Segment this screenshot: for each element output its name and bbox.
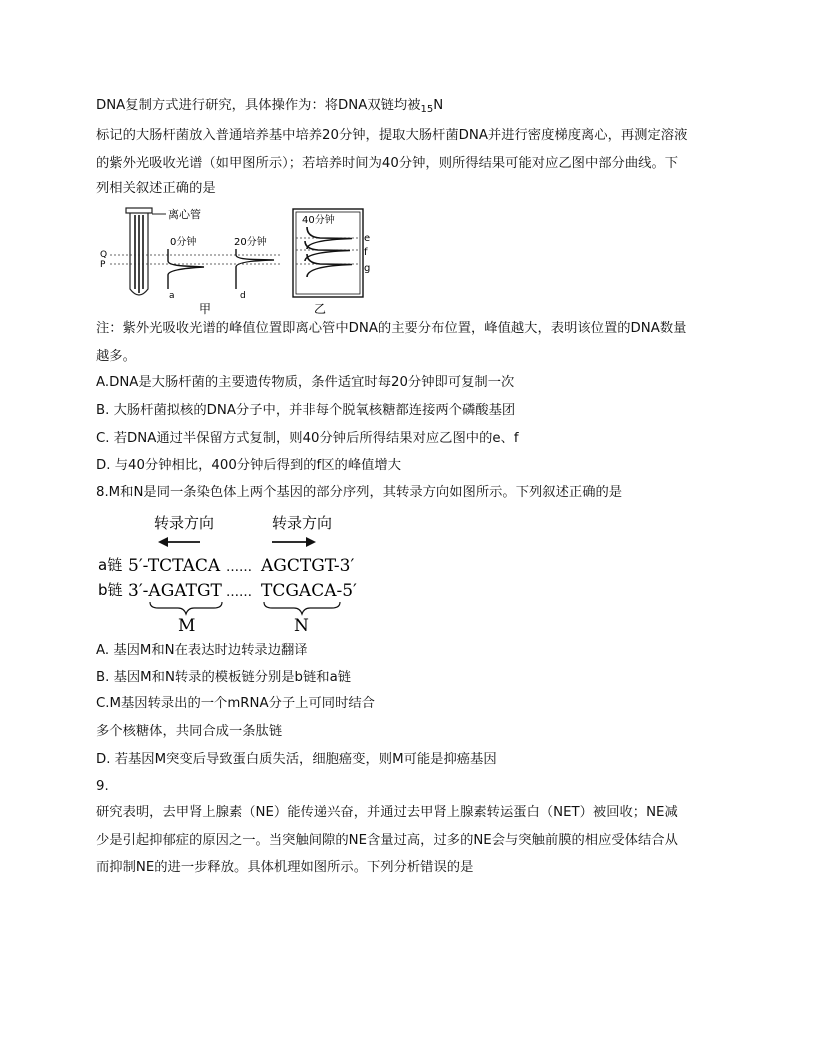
strand-b-left-seq: 3′-AGATGT <box>128 581 222 601</box>
transcription-direction-left: 转录方向 <box>154 514 215 532</box>
q7-note-line-1: 注：紫外光吸收光谱的峰值位置即离心管中DNA的主要分布位置，峰值越大，表明该位置的DNA数量 <box>96 321 687 336</box>
strand-a-dots: …… <box>226 560 252 575</box>
curve-d-label: d <box>240 291 246 301</box>
position-q-label: Q <box>100 250 108 260</box>
q7-option-c: C. 若DNA通过半保留方式复制，则40分钟后所得结果对应乙图中的e、f <box>96 431 519 446</box>
twenty-min-label: 20分钟 <box>234 237 267 248</box>
q8-option-c-line-1: C.M基因转录出的一个mRNA分子上可同时结合 <box>96 696 375 711</box>
strand-b-label: b链 <box>98 581 123 599</box>
position-p-label: P <box>100 260 106 270</box>
q9-line-1: 研究表明，去甲肾上腺素（NE）能传递兴奋，并通过去甲肾上腺素转运蛋白（NET）被回收；NE减 <box>96 805 678 820</box>
q7-line-4: 列相关叙述正确的是 <box>96 181 216 196</box>
q9-line-3: 而抑制NE的进一步释放。具体机理如图所示。下列分析错误的是 <box>96 860 474 875</box>
arrow-left-icon <box>158 537 200 547</box>
q9-number: 9. <box>96 779 109 794</box>
isotope-symbol: N <box>433 98 444 113</box>
q8-sequence-figure <box>96 510 366 635</box>
transcription-direction-right: 转录方向 <box>272 514 333 532</box>
q8-option-c-line-2: 多个核糖体，共同合成一条肽链 <box>96 724 283 739</box>
strand-a-left-seq: 5′-TCTACA <box>128 556 221 576</box>
q8-option-a: A. 基因M和N在表达时边转录边翻译 <box>96 643 308 658</box>
strand-a-label: a链 <box>98 556 123 574</box>
q7-line-2: 标记的大肠杆菌放入普通培养基中培养20分钟，提取大肠杆菌DNA并进行密度梯度离心，再测定溶液 <box>96 128 688 143</box>
q7-option-a: A.DNA是大肠杆菌的主要遗传物质，条件适宜时每20分钟即可复制一次 <box>96 375 515 390</box>
q8-option-b: B. 基因M和N转录的模板链分别是b链和a链 <box>96 670 352 685</box>
curve-g <box>307 254 352 277</box>
q7-figure <box>96 205 386 317</box>
strand-b-dots: …… <box>226 585 252 600</box>
gene-n-brace <box>264 602 340 614</box>
arrow-right-icon <box>272 537 316 547</box>
curve-a-label: a <box>169 291 175 301</box>
strand-b-right-seq: TCGACA-5′ <box>261 581 357 601</box>
q8-stem: 8.M和N是同一条染色体上两个基因的部分序列，其转录方向如图所示。下列叙述正确的是 <box>96 485 623 500</box>
zero-min-label: 0分钟 <box>170 237 197 248</box>
q7-intro-text: DNA复制方式进行研究，具体操作为：将DNA双链均被 <box>96 98 421 113</box>
curve-g-label: g <box>364 263 371 274</box>
q9-line-2: 少是引起抑郁症的原因之一。当突触间隙的NE含量过高，过多的NE会与突触前膜的相应受体结合从 <box>96 833 678 848</box>
strand-a-right-seq: AGCTGT-3′ <box>261 556 355 576</box>
figure-yi-caption: 乙 <box>314 302 327 316</box>
gene-m-label: M <box>178 616 196 635</box>
curve-e-label: e <box>364 233 371 244</box>
q7-note-line-2: 越多。 <box>96 349 136 364</box>
centrifuge-tube-icon <box>126 208 166 295</box>
q7-line-3: 的紫外光吸收光谱（如甲图所示）；若培养时间为40分钟，则所得结果可能对应乙图中部分曲线。下 <box>96 156 679 171</box>
curve-f-label: f <box>364 247 368 258</box>
tube-label: 离心管 <box>168 208 201 221</box>
isotope-mass-number: 15 <box>420 104 434 115</box>
gene-m-brace <box>150 602 222 614</box>
q7-intro <box>96 97 443 119</box>
q8-option-d: D. 若基因M突变后导致蛋白质失活，细胞癌变，则M可能是抑癌基因 <box>96 752 497 767</box>
forty-min-label: 40分钟 <box>302 215 335 226</box>
figure-jia-caption: 甲 <box>199 302 212 316</box>
q7-option-b: B. 大肠杆菌拟核的DNA分子中，并非每个脱氧核糖都连接两个磷酸基团 <box>96 403 516 418</box>
q7-option-d: D. 与40分钟相比，400分钟后得到的f区的峰值增大 <box>96 458 402 473</box>
gene-n-label: N <box>294 616 309 635</box>
